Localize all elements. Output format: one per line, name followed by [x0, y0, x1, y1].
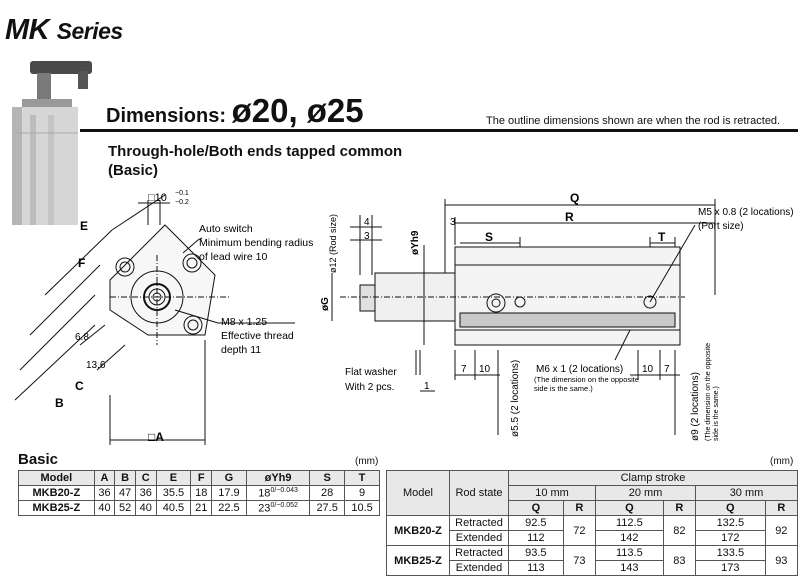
- hole55-label: ø5.5 (2 locations): [510, 359, 521, 437]
- basic-table-title: Basic: [18, 451, 59, 468]
- table-row: MKB20-Z 36 47 36 35.5 18 17.9 $18^{0/-0.043}$ 28 9: [19, 486, 380, 501]
- port-line2: (Port size): [698, 221, 744, 232]
- table-row: MKB25-Z 40 52 40 40.5 21 22.5 $23^{0/-0.052}$ 27.5 10.5: [19, 501, 380, 516]
- dimensions-title: Dimensions: ø20, ø25: [106, 92, 364, 129]
- dim-1: 1: [424, 381, 430, 392]
- basic-dimensions-table: [18, 470, 380, 516]
- dim-3a: 3: [364, 231, 370, 242]
- dim-10a: 10: [479, 364, 491, 375]
- table-row: MKB20-Z Retracted 92.5 72 112.5 82 132.5 92: [387, 516, 798, 531]
- hdr-model: Model: [19, 471, 95, 486]
- hdr-f: F: [191, 471, 212, 486]
- dim-6-8: 6.8: [75, 332, 89, 343]
- g-label: øG: [320, 297, 331, 311]
- hdr-b: B: [115, 471, 136, 486]
- hdr-clamp-stroke: Clamp stroke: [509, 471, 798, 486]
- yh9-label: øYh9: [410, 230, 421, 255]
- auto-switch-label: Auto switch: [199, 223, 253, 235]
- tol-lower: −0.2: [175, 199, 189, 206]
- dim-3b: 3: [450, 217, 456, 228]
- basic-table-unit: (mm): [355, 456, 379, 467]
- rod-size-label: ø12 (Rod size): [328, 213, 338, 273]
- side-view-drawing: [320, 185, 800, 447]
- outline-note: The outline dimensions shown are when the rod is retracted.: [486, 115, 781, 127]
- drawing-subtitle: Through-hole/Both ends tapped common (Basic): [108, 143, 403, 179]
- hdr-t: T: [345, 471, 380, 486]
- m6-line3: side is the same.): [534, 384, 593, 393]
- dim-e: E: [80, 219, 89, 233]
- dim-b: B: [55, 396, 64, 410]
- tol-upper: −0.1: [175, 190, 189, 197]
- dim-t: T: [658, 230, 666, 244]
- dim-7a: 7: [461, 364, 467, 375]
- dim-10b: 10: [642, 364, 654, 375]
- hdr-g: G: [212, 471, 247, 486]
- hole9-note1: (The dimension on the opposite: [705, 342, 712, 441]
- m6-line2: (The dimension on the opposite: [534, 375, 640, 384]
- hdr-y: øYh9: [246, 471, 309, 486]
- header-rule: [80, 129, 798, 132]
- dim-7b: 7: [664, 364, 670, 375]
- thread-line2: Effective thread: [221, 330, 294, 342]
- dim-f: F: [78, 256, 86, 270]
- thread-line1: M8 x 1.25: [221, 316, 268, 328]
- clamp-stroke-table: Model Rod state Clamp stroke 10 mm 20 mm 30 mm Q R Q R Q R MKB20-Z Retracted 92.5 72 112.5 82 132.5 92 Extended 112 142 172 MKB25-Z Retracted 93.5 73 113.5 83 133.5 93 Extended 113 143 173: [386, 470, 798, 576]
- hdr-c: C: [135, 471, 156, 486]
- dim-q: Q: [570, 191, 580, 205]
- m6-line1: M6 x 1 (2 locations): [536, 364, 624, 375]
- table-row: Extended 113 143 173: [387, 561, 798, 576]
- square10-label: □10: [148, 192, 167, 204]
- bending-line1: Minimum bending radius: [199, 237, 314, 249]
- hole9-label: ø9 (2 locations): [690, 372, 701, 441]
- table-row: MKB25-Z Retracted 93.5 73 113.5 83 133.5 93: [387, 546, 798, 561]
- dim-s: S: [485, 230, 494, 244]
- washer-line1: Flat washer: [345, 367, 397, 378]
- washer-line2: With 2 pcs.: [345, 382, 395, 393]
- dim-4: 4: [364, 217, 370, 228]
- hdr-rod-state: Rod state: [450, 471, 509, 516]
- hdr-model: Model: [387, 471, 450, 516]
- dim-c: C: [75, 379, 84, 393]
- series-title: MK Series: [5, 14, 123, 46]
- dim-13-6: 13.6: [86, 360, 106, 371]
- hdr-a: A: [94, 471, 115, 486]
- port-line1: M5 x 0.8 (2 locations): [698, 207, 794, 218]
- bending-line2: of lead wire 10: [199, 251, 268, 263]
- dim-r: R: [565, 210, 574, 224]
- stroke-table-unit: (mm): [770, 456, 794, 467]
- table-row: Extended 112 142 172: [387, 531, 798, 546]
- thread-line3: depth 11: [221, 344, 262, 356]
- hdr-s: S: [310, 471, 345, 486]
- dim-square-a: □A: [148, 430, 164, 444]
- hdr-e: E: [156, 471, 191, 486]
- hole9-note2: side is the same.): [713, 386, 720, 441]
- end-view-drawing: [0, 185, 330, 447]
